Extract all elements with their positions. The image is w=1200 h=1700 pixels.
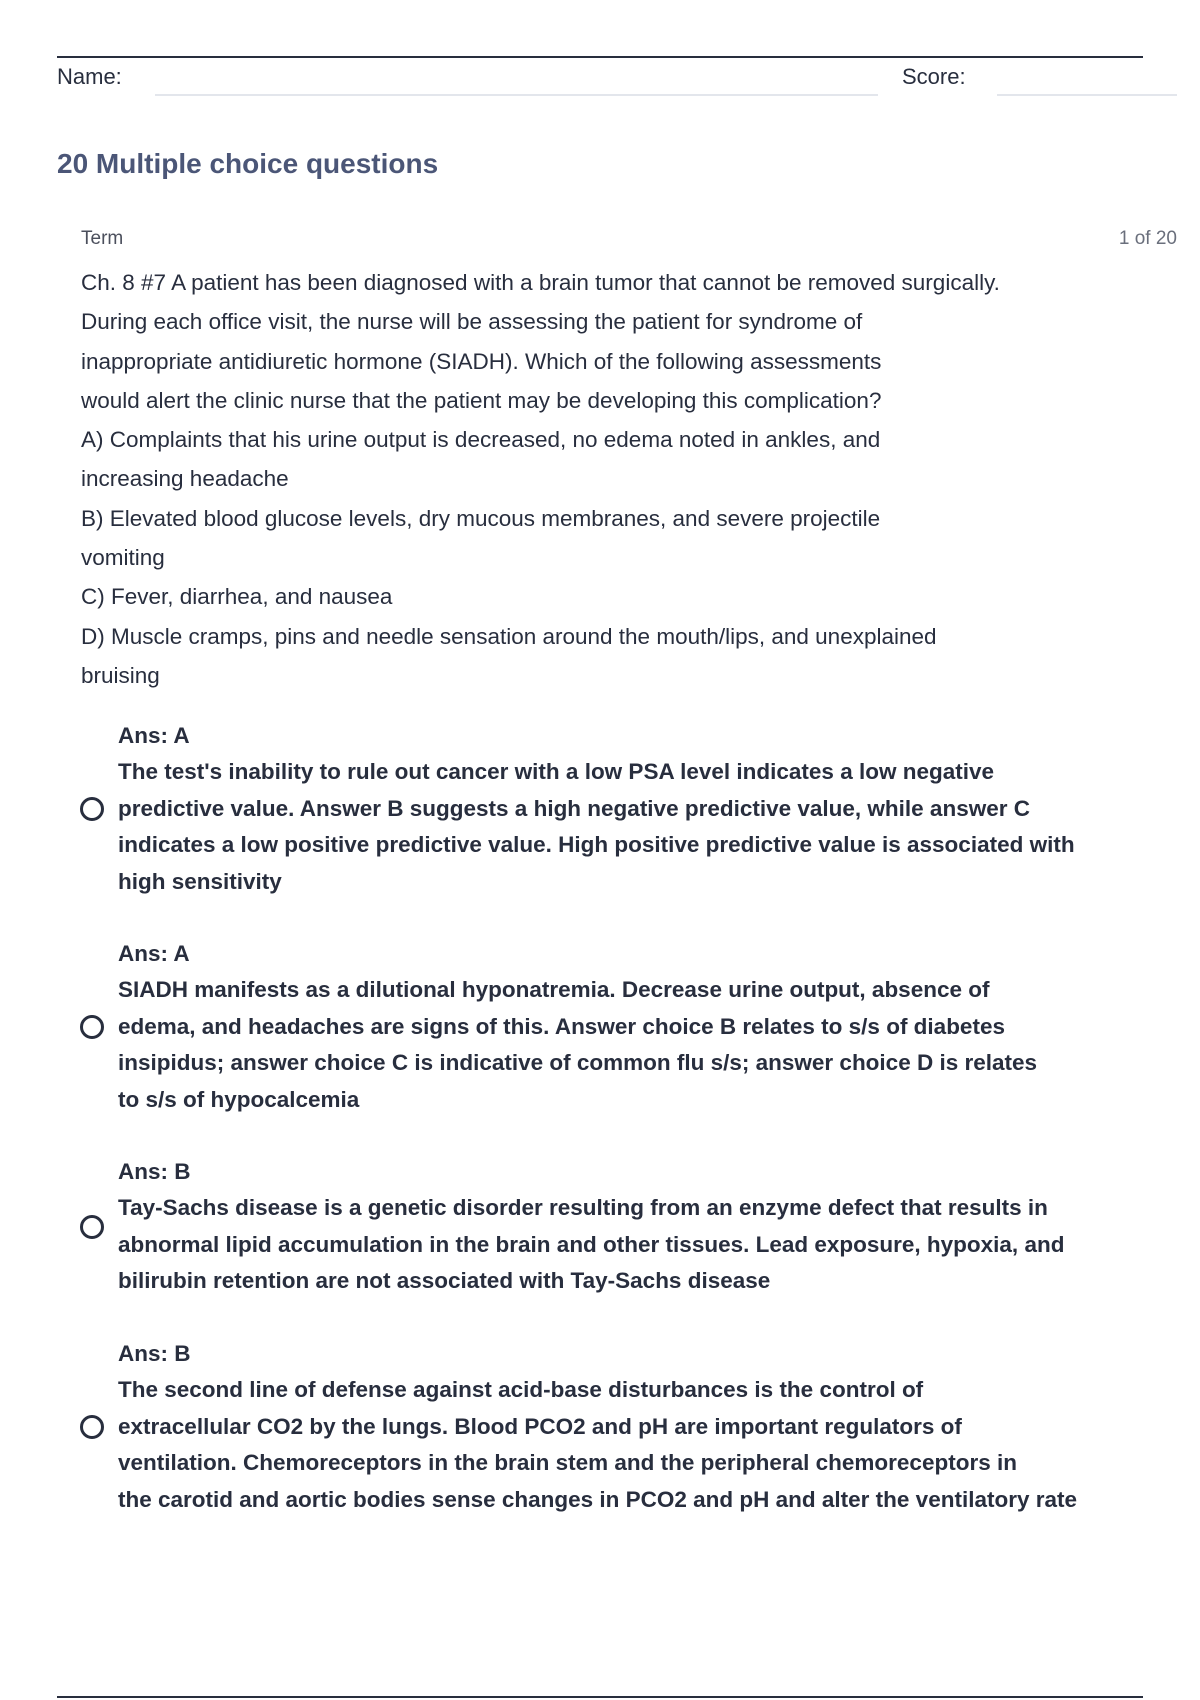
radio-button-icon[interactable] <box>80 797 104 821</box>
answer-option-text <box>118 1154 1064 1300</box>
question-line: C) Fever, diarrhea, and nausea <box>81 584 393 610</box>
answer-line: SIADH manifests as a dilutional hyponatremia. Decrease urine output, absence of <box>118 977 990 1003</box>
answer-option-text <box>118 718 1075 900</box>
section-title: 20 Multiple choice questions <box>57 148 439 179</box>
answer-line: The test's inability to rule out cancer with a low PSA level indicates a low negative <box>118 759 994 785</box>
answer-line: indicates a low positive predictive value. High positive predictive value is associated with <box>118 832 1075 858</box>
answer-line: predictive value. Answer B suggests a high negative predictive value, while answer C <box>118 795 1030 821</box>
question-line: Ch. 8 #7 A patient has been diagnosed with a brain tumor that cannot be removed surgically. <box>81 270 1000 295</box>
name-label: Name: <box>57 64 122 89</box>
radio-button-icon[interactable] <box>80 1015 104 1039</box>
question-line: inappropriate antidiuretic hormone (SIADH). Which of the following assessments <box>81 348 882 374</box>
answer-line: to s/s of hypocalcemia <box>118 1086 360 1112</box>
answer-line: extracellular CO2 by the lungs. Blood PCO2 and pH are important regulators of <box>118 1413 962 1439</box>
answer-line: high sensitivity <box>118 868 282 894</box>
score-label: Score: <box>902 64 966 89</box>
score-field-line <box>997 94 1177 96</box>
answer-line: edema, and headaches are signs of this. Answer choice B relates to s/s of diabetes <box>118 1013 1005 1039</box>
question-line: During each office visit, the nurse will be assessing the patient for syndrome of <box>81 309 863 335</box>
answer-line: Ans: A <box>118 941 190 966</box>
answer-line: ventilation. Chemoreceptors in the brain stem and the peripheral chemoreceptors in <box>118 1450 1017 1476</box>
answer-line: bilirubin retention are not associated with Tay-Sachs disease <box>118 1268 771 1294</box>
name-field-line <box>155 94 878 96</box>
answer-line: Ans: A <box>118 723 190 748</box>
answer-option-4[interactable] <box>80 1336 1160 1518</box>
answer-option-1[interactable] <box>80 718 1160 900</box>
question-line: B) Elevated blood glucose levels, dry mucous membranes, and severe projectile <box>81 505 881 531</box>
answer-line: insipidus; answer choice C is indicative of common flu s/s; answer choice D is relates <box>118 1050 1038 1076</box>
answer-option-text <box>118 1336 1077 1518</box>
question-line: A) Complaints that his urine output is decreased, no edema noted in ankles, and <box>81 427 881 453</box>
answer-option-3[interactable] <box>80 1154 1160 1300</box>
radio-button-icon[interactable] <box>80 1215 104 1239</box>
question-line: bruising <box>81 662 160 688</box>
answer-line: the carotid and aortic bodies sense changes in PCO2 and pH and alter the ventilatory rate <box>118 1486 1077 1512</box>
question-line: D) Muscle cramps, pins and needle sensation around the mouth/lips, and unexplained <box>81 623 937 649</box>
question-counter: 1 of 20 <box>1118 228 1177 249</box>
question-line: vomiting <box>81 545 165 571</box>
question-line: increasing headache <box>81 466 289 492</box>
answer-line: The second line of defense against acid-base disturbances is the control of <box>118 1377 924 1403</box>
question-line: would alert the clinic nurse that the patient may be developing this complication? <box>81 387 882 413</box>
radio-button-icon[interactable] <box>80 1415 104 1439</box>
answer-line: Ans: B <box>118 1341 191 1366</box>
answer-line: abnormal lipid accumulation in the brain and other tissues. Lead exposure, hypoxia, and <box>118 1231 1065 1257</box>
term-label: Term <box>81 228 124 249</box>
answer-option-2[interactable] <box>80 936 1160 1118</box>
question-text <box>81 263 1141 695</box>
answer-line: Ans: B <box>118 1159 191 1184</box>
bottom-divider <box>57 1696 1143 1698</box>
answer-line: Tay-Sachs disease is a genetic disorder resulting from an enzyme defect that results in <box>118 1195 1048 1221</box>
answer-option-text <box>118 936 1037 1118</box>
top-divider <box>57 56 1143 58</box>
